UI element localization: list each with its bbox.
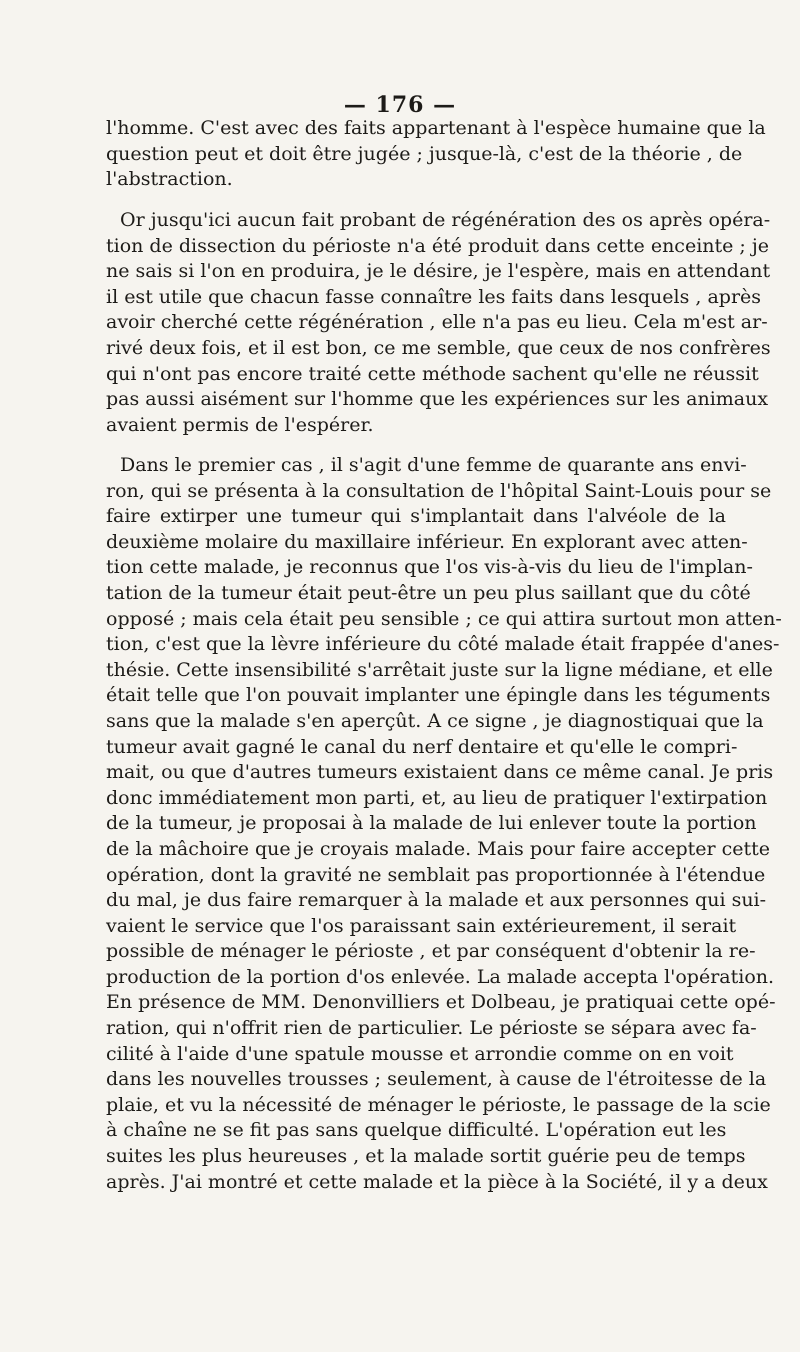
- text-line: Or jusqu'ici aucun fait probant de régénération des os après opéra-: [120, 209, 771, 231]
- text-line: En présence de MM. Denonvilliers et Dolbeau, je pratiquai cette opé-: [106, 991, 776, 1014]
- text-line: suites les plus heureuses , et la malade sortit guérie peu de temps: [106, 1145, 746, 1168]
- text-line: rivé deux fois, et il est bon, ce me semble, que ceux de nos confrères: [106, 336, 771, 359]
- text-line: l'homme. C'est avec des faits appartenant à l'espèce humaine que la: [106, 117, 766, 139]
- text-line: faire extirper une tumeur qui s'implantait dans l'alvéole de la: [106, 505, 726, 528]
- text-line: Dans le premier cas , il s'agit d'une femme de quarante ans envi-: [120, 454, 747, 476]
- text-line: ne sais si l'on en produira, je le désire, je l'espère, mais en attendant: [106, 260, 771, 283]
- paragraph-3: [106, 453, 782, 1195]
- page-number: — 176 —: [343, 92, 457, 118]
- text-line: avoir cherché cette régénération , elle n'a pas eu lieu. Cela m'est ar-: [106, 311, 768, 334]
- paragraph-2: [106, 208, 771, 438]
- text-line: avaient permis de l'espérer.: [106, 413, 374, 436]
- text-line: tation de la tumeur était peut-être un peu plus saillant que du côté: [106, 581, 751, 604]
- text-line: ron, qui se présenta à la consultation de l'hôpital Saint-Louis pour se: [106, 479, 772, 502]
- text-line: dans les nouvelles trousses ; seulement, à cause de l'étroitesse de la: [106, 1068, 767, 1091]
- text-line: production de la portion d'os enlevée. La malade accepta l'opération.: [106, 965, 775, 988]
- text-line: de la mâchoire que je croyais malade. Mais pour faire accepter cette: [106, 837, 771, 860]
- text-line: tumeur avait gagné le canal du nerf dentaire et qu'elle le compri-: [106, 735, 738, 758]
- text-line: après. J'ai montré et cette malade et la pièce à la Société, il y a deux: [106, 1170, 768, 1193]
- text-line: opération, dont la gravité ne semblait pas proportionnée à l'étendue: [106, 863, 766, 886]
- text-line: opposé ; mais cela était peu sensible ; ce qui attira surtout mon atten-: [106, 607, 782, 630]
- text-line: thésie. Cette insensibilité s'arrêtait juste sur la ligne médiane, et elle: [106, 658, 773, 681]
- text-line: était telle que l'on pouvait implanter une épingle dans les téguments: [106, 684, 771, 707]
- text-line: pas aussi aisément sur l'homme que les expériences sur les animaux: [106, 388, 769, 411]
- text-line: il est utile que chacun fasse connaître les faits dans lesquels , après: [106, 285, 762, 308]
- text-line: à chaîne ne se fit pas sans quelque difficulté. L'opération eut les: [106, 1119, 727, 1142]
- text-line: qui n'ont pas encore traité cette méthode sachent qu'elle ne réussit: [106, 362, 759, 385]
- text-line: cilité à l'aide d'une spatule mousse et arrondie comme on en voit: [106, 1042, 734, 1065]
- text-line: tion cette malade, je reconnus que l'os vis-à-vis du lieu de l'implan-: [106, 556, 753, 579]
- text-line: l'abstraction.: [106, 168, 233, 191]
- text-line: question peut et doit être jugée ; jusque-là, c'est de la théorie , de: [106, 142, 743, 165]
- text-line: donc immédiatement mon parti, et, au lieu de pratiquer l'extirpation: [106, 786, 768, 809]
- text-line: de la tumeur, je proposai à la malade de lui enlever toute la portion: [106, 812, 757, 835]
- text-line: mait, ou que d'autres tumeurs existaient dans ce même canal. Je pris: [106, 761, 774, 784]
- text-line: deuxième molaire du maxillaire inférieur. En explorant avec atten-: [106, 530, 748, 553]
- text-line: plaie, et vu la nécessité de ménager le périoste, le passage de la scie: [106, 1093, 771, 1116]
- text-line: possible de ménager le périoste , et par conséquent d'obtenir la re-: [106, 940, 756, 963]
- text-line: tion, c'est que la lèvre inférieure du côté malade était frappée d'anes-: [106, 633, 780, 656]
- paragraph-1: [106, 116, 766, 193]
- text-line: ration, qui n'offrit rien de particulier. Le périoste se sépara avec fa-: [106, 1017, 757, 1040]
- text-line: sans que la malade s'en aperçût. A ce signe , je diagnostiquai que la: [106, 709, 764, 732]
- text-line: tion de dissection du périoste n'a été produit dans cette enceinte ; je: [106, 234, 769, 257]
- text-line: vaient le service que l'os paraissant sain extérieurement, il serait: [106, 914, 737, 937]
- text-line: du mal, je dus faire remarquer à la malade et aux personnes qui sui-: [106, 889, 767, 912]
